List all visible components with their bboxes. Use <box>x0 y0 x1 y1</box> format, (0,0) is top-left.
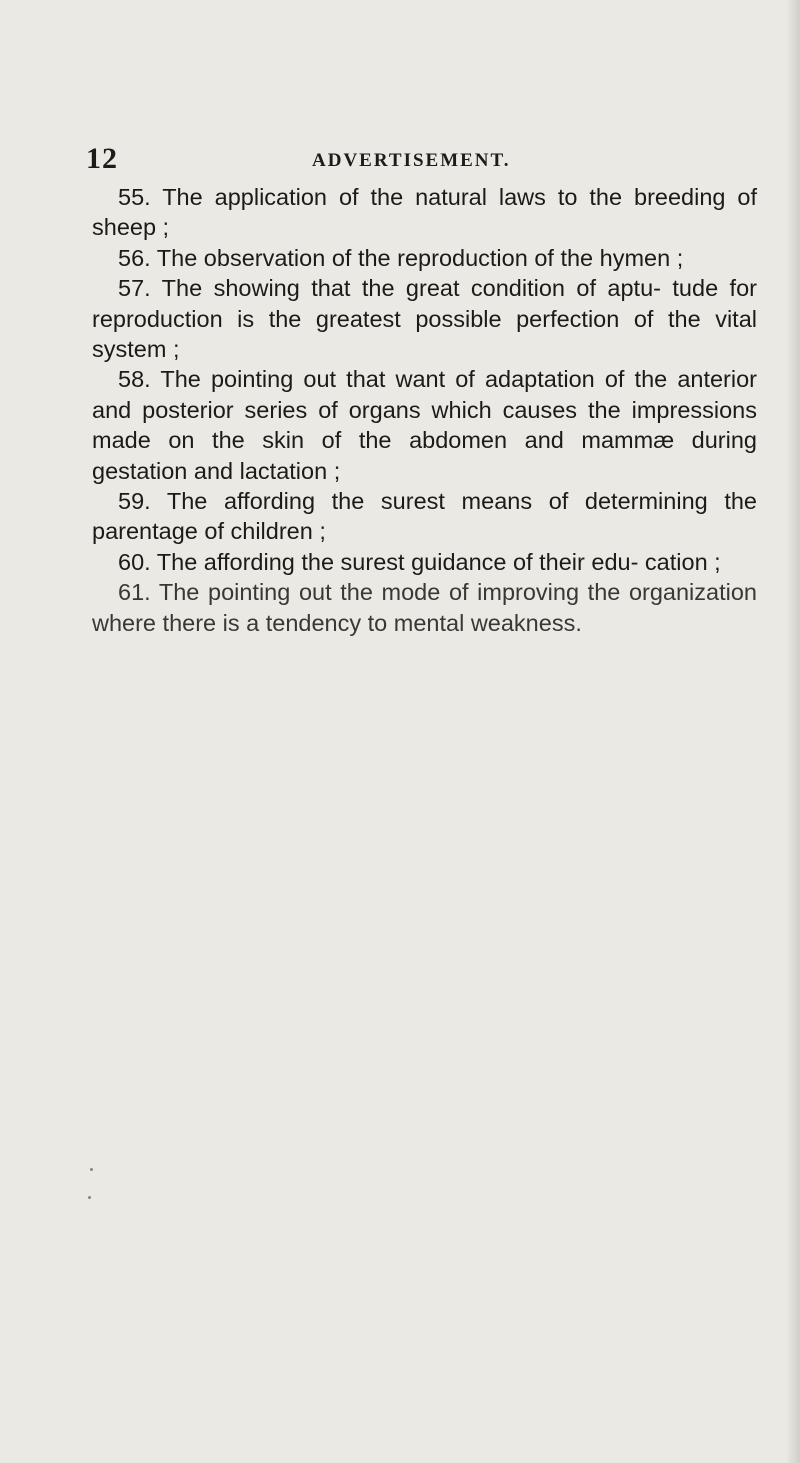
list-item <box>92 273 757 364</box>
item-number: 60. <box>118 548 151 575</box>
item-text: The affording the surest means of determining the parentage of children ; <box>92 488 757 545</box>
page-number: 12 <box>86 142 118 175</box>
item-text: The affording the surest guidance of their edu- cation ; <box>156 548 721 575</box>
item-text: The pointing out that want of adaptation of the anterior and posterior series of organs which causes the impressions made on the skin of the abdomen and mammæ during gestation and lactation ; <box>92 366 757 484</box>
item-number: 57. <box>118 275 151 302</box>
running-head: ADVERTISEMENT. <box>312 150 511 171</box>
item-number: 59. <box>118 488 151 515</box>
list-item <box>92 243 757 273</box>
page-header <box>86 142 726 176</box>
list-item <box>92 182 757 243</box>
ink-speck <box>88 1196 91 1199</box>
item-text: The observation of the reproduction of the hymen ; <box>156 244 684 271</box>
page-edge-shadow <box>786 0 800 1463</box>
advertisement-list <box>92 182 757 638</box>
item-text: The showing that the great condition of aptu- tude for reproduction is the greatest possible perfection of the vital system ; <box>92 275 757 363</box>
item-number: 58. <box>118 366 151 393</box>
item-number: 56. <box>118 244 151 271</box>
list-item <box>92 547 757 577</box>
ink-speck <box>90 1168 93 1171</box>
item-number: 55. <box>118 184 151 210</box>
item-text: The application of the natural laws to the breeding of sheep ; <box>92 184 758 241</box>
list-item <box>92 364 757 486</box>
list-item <box>92 486 757 547</box>
list-item <box>92 577 757 638</box>
item-number: 61. <box>118 579 151 606</box>
item-text: The pointing out the mode of improving the organization where there is a tendency to mental weakness. <box>92 579 757 636</box>
